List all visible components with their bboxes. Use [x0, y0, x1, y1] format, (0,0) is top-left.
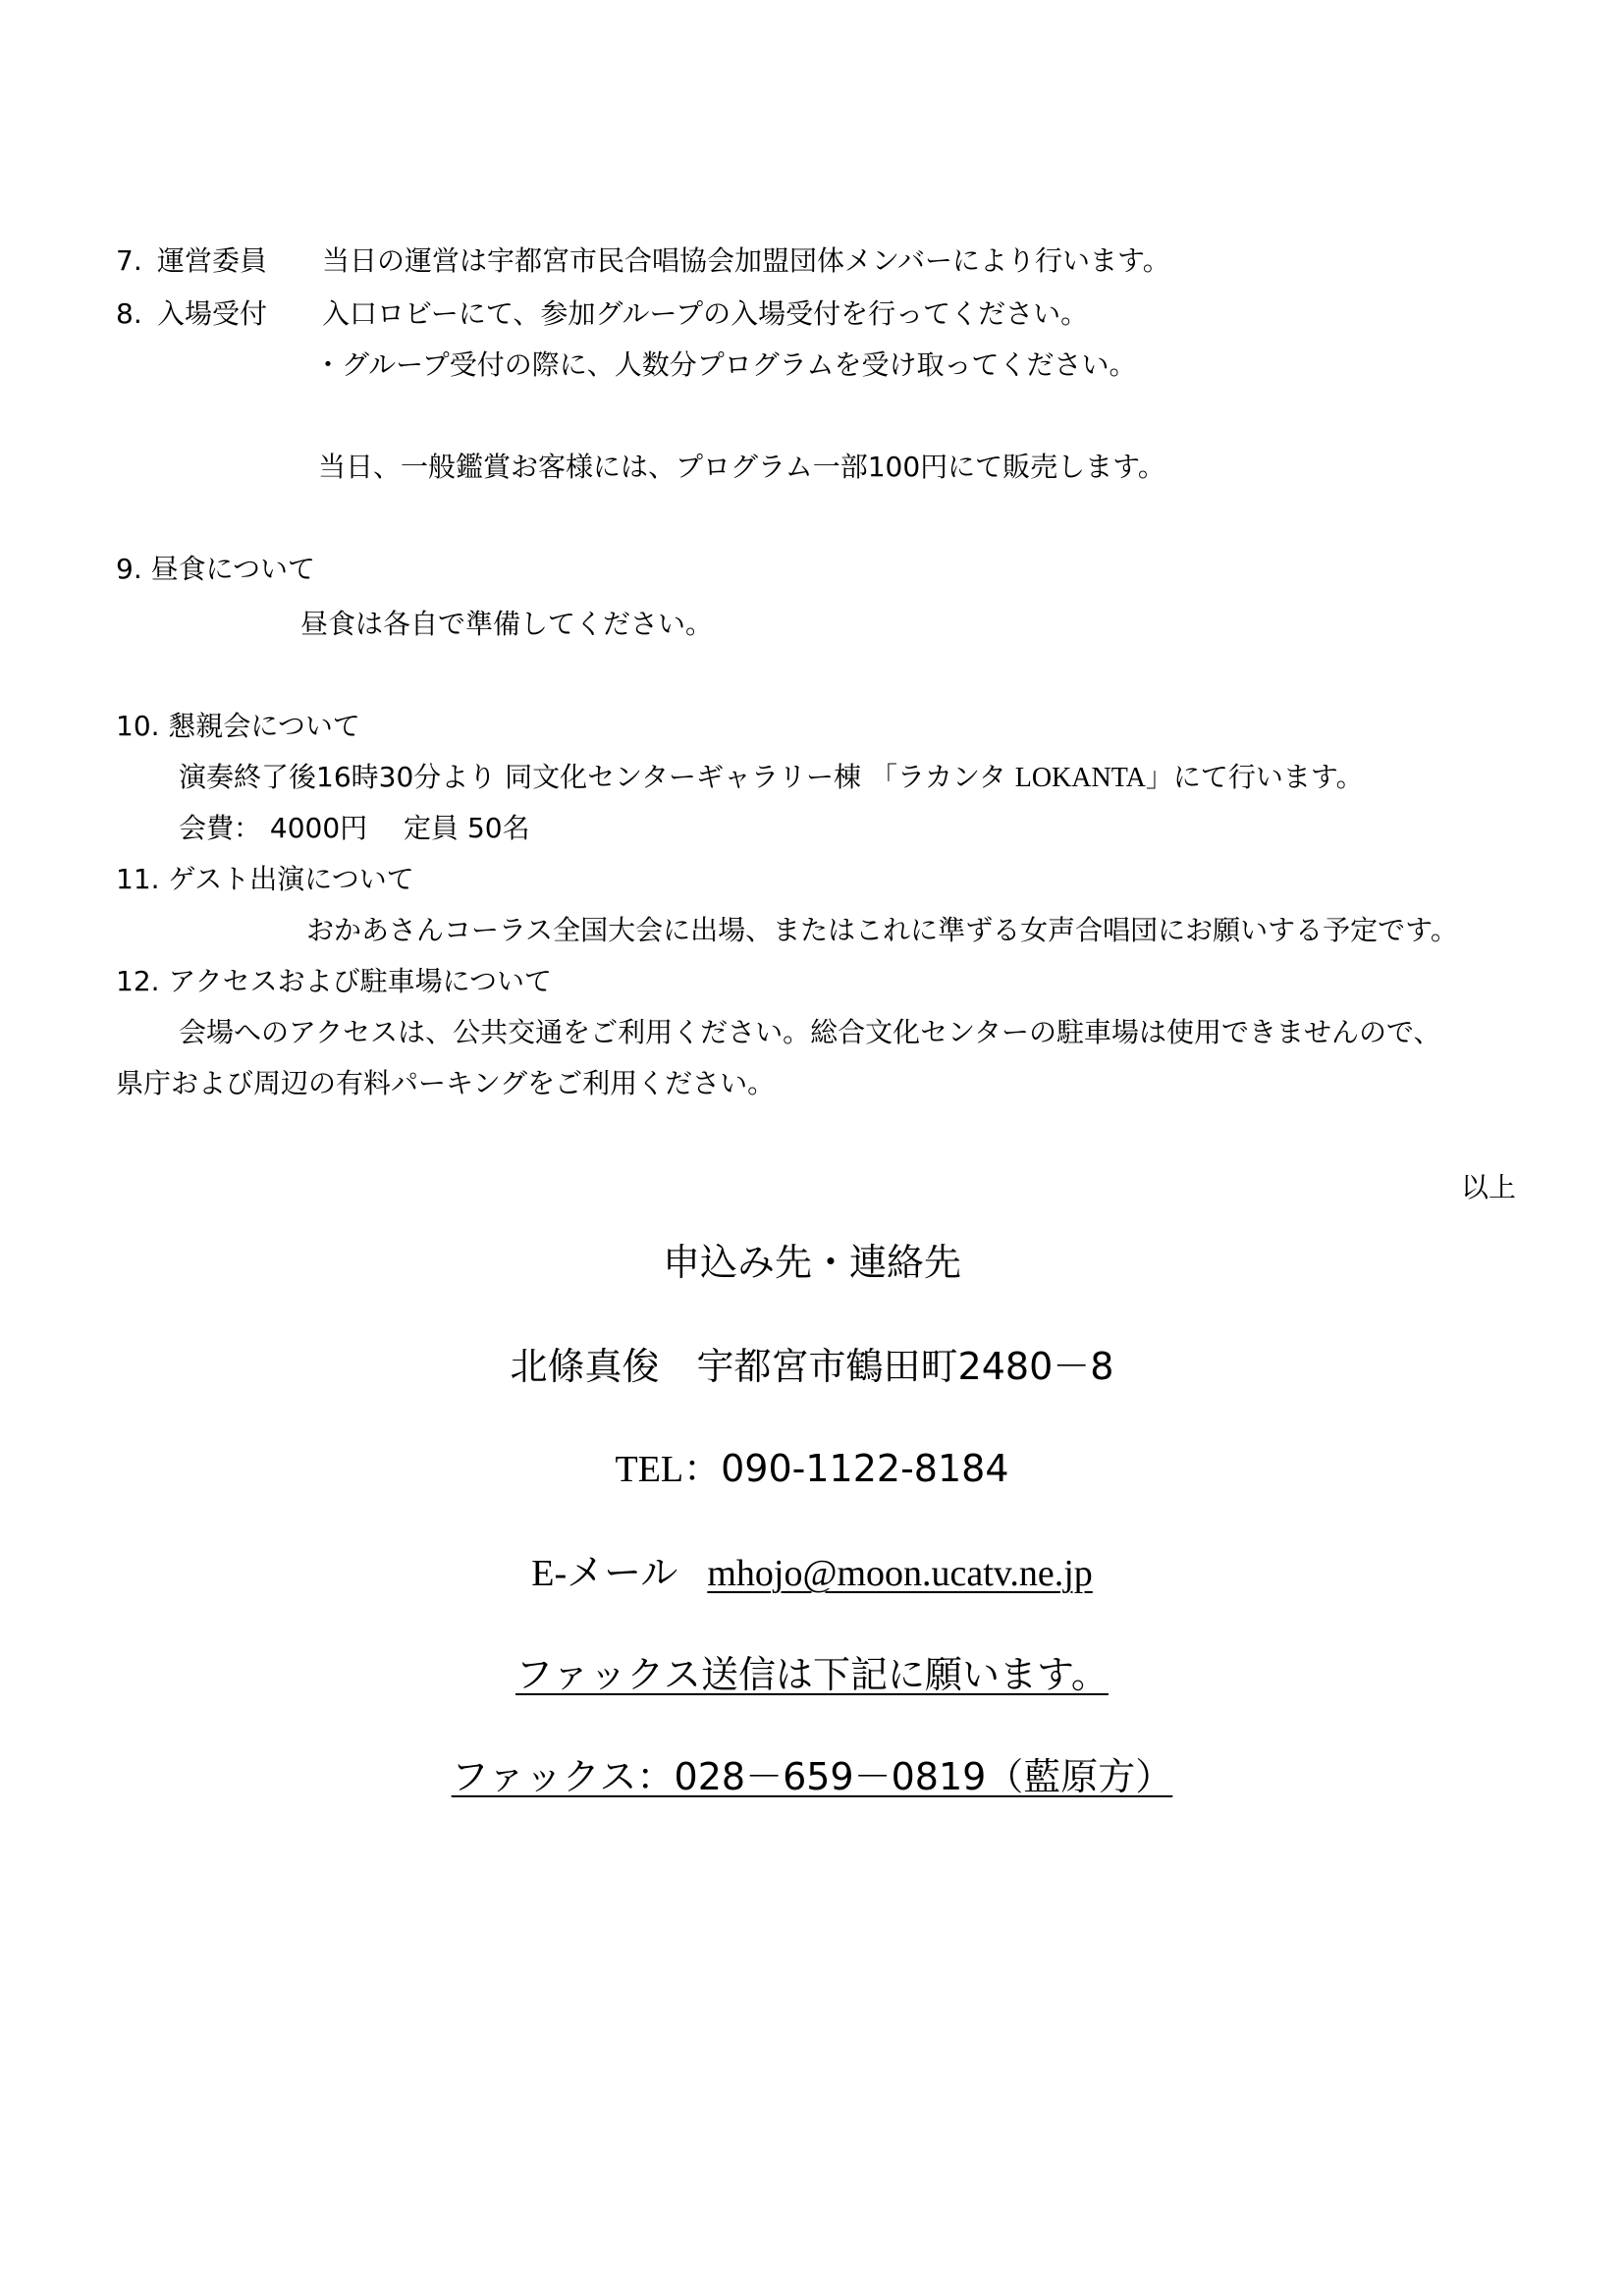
item-12-text-line2: 県庁および周辺の有料パーキングをご利用ください。 — [116, 1067, 776, 1099]
contact-tel — [0, 1445, 1624, 1493]
item-7-text: 当日の運営は宇都宮市民合唱協会加盟団体メンバーにより行います。 — [322, 244, 1170, 277]
email-link[interactable]: mhojo@moon.ucatv.ne.jp — [707, 1553, 1093, 1594]
item-8-label: 入場受付 — [157, 297, 268, 330]
tel-label: TEL — [615, 1449, 684, 1490]
email-label: E-メール — [531, 1553, 678, 1594]
fax-note: ファックス送信は下記に願います。 — [515, 1653, 1109, 1696]
item-7-number: 7. — [116, 244, 142, 277]
item-10-text-pre: 演奏終了後16時30分より 同文化センターギャラリー棟 「ラカンタ — [179, 761, 1015, 793]
item-10-text-post: 」にて行います。 — [1145, 761, 1364, 793]
item-8-program-note: 当日、一般鑑賞お客様には、プログラム一部100円にて販売します。 — [318, 451, 1165, 483]
item-9-heading: 9. 昼食について — [116, 553, 316, 585]
item-11-text: おかあさんコーラス全国大会に出場、またはこれに準ずる女声合唱団にお願いする予定です。 — [306, 914, 1458, 946]
item-8-number: 8. — [116, 297, 142, 330]
item-12-text-line1: 会場へのアクセスは、公共交通をご利用ください。総合文化センターの駐車場は使用できませんので、 — [179, 1016, 1441, 1048]
contact-address: 北條真俊 宇都宮市鶴田町2480－8 — [510, 1345, 1114, 1388]
item-11-heading: 11. ゲスト出演について — [116, 863, 414, 895]
item-9-text: 昼食は各自で準備してください。 — [300, 608, 714, 640]
item-10-fee: 会費： 4000円 定員 50名 — [179, 812, 530, 844]
closing-mark: 以上 — [1461, 1171, 1517, 1203]
item-8-group-note: ・グループ受付の際に、人数分プログラムを受け取ってください。 — [314, 348, 1137, 381]
contact-title: 申込み先・連絡先 — [662, 1241, 961, 1284]
tel-value: ：090-1122-8184 — [683, 1447, 1009, 1490]
fax-number: ファックス：028－659－0819（藍原方） — [451, 1755, 1173, 1798]
contact-email-line — [0, 1549, 1624, 1597]
item-10-text-latin: LOKANTA — [1014, 763, 1146, 793]
item-7-label: 運営委員 — [157, 244, 268, 277]
item-10-text — [179, 760, 1364, 796]
item-8-text: 入口ロビーにて、参加グループの入場受付を行ってください。 — [322, 297, 1089, 330]
item-12-heading: 12. アクセスおよび駐車場について — [116, 965, 553, 997]
item-10-heading: 10. 懇親会について — [116, 710, 360, 742]
